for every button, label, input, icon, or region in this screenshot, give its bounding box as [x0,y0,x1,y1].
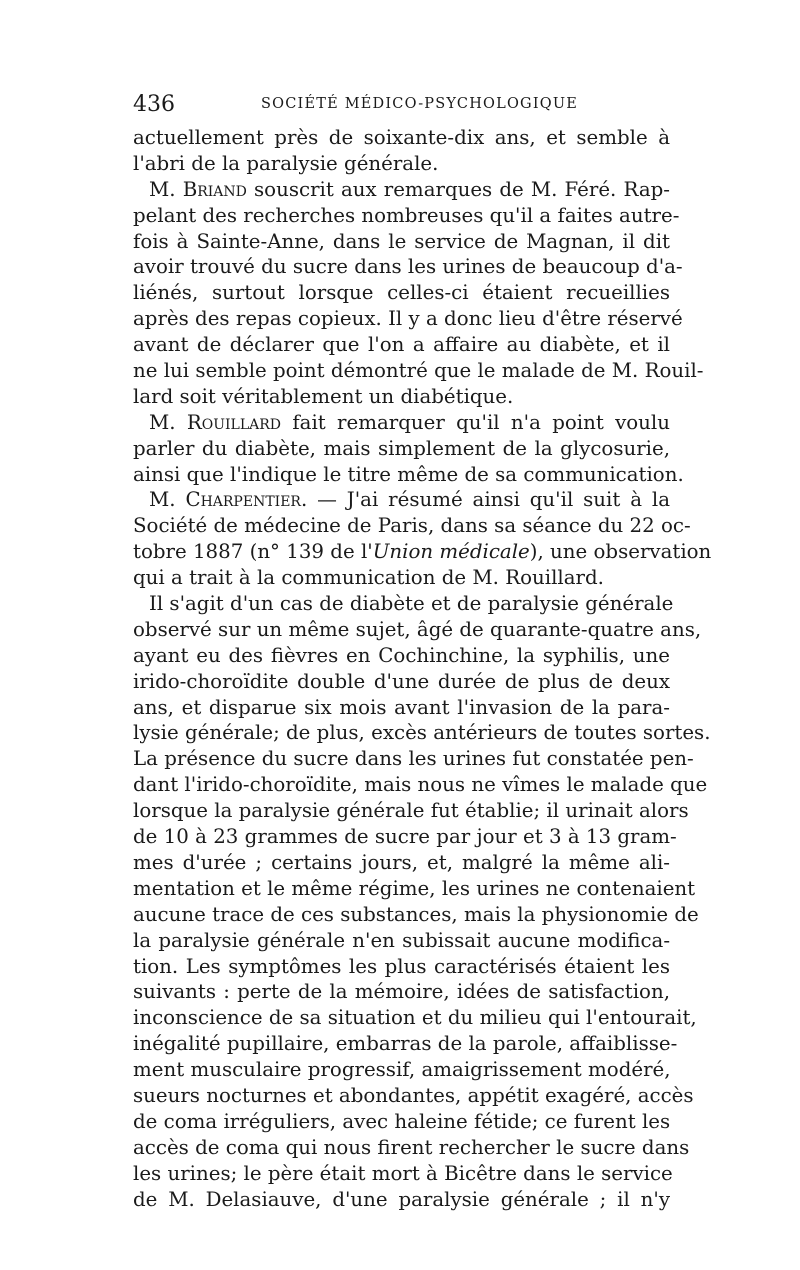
text-run: les urines; le père était mort à Bicêtre dans le service [133,1161,673,1185]
text-run: l'abri de la paralysie générale. [133,151,439,175]
text-line [133,462,684,488]
text-run: ment musculaire progressif, amaigrissement modéré, [133,1058,671,1082]
text-line [133,151,670,177]
text-run: observé sur un même sujet, âgé de quarante-quatre ans, [133,617,702,641]
text-run: Il s'agit d'un cas de diabète et de paralysie générale [149,592,674,616]
text-line [133,410,670,436]
text-line [133,1187,670,1213]
text-line [133,720,711,746]
text-run: aucune trace de ces substances, mais la physionomie de [133,902,699,926]
text-line [133,254,683,280]
text-run: irido-choroïdite double d'une durée de plus de deux [133,669,670,693]
text-run: liénés, surtout lorsque celles-ci étaient recueillies [133,281,670,305]
text-line [133,824,677,850]
text-run: lysie générale; de plus, excès antérieurs de toutes sortes. [133,721,711,745]
text-line [133,617,702,643]
text-run: fois à Sainte-Anne, dans le service de Magnan, il dit [133,229,670,253]
text-line [133,487,670,513]
text-line [133,125,670,151]
text-run: suivants : perte de la mémoire, idées de satisfaction, [133,980,670,1004]
text-run: avoir trouvé du sucre dans les urines de beaucoup d'a- [133,255,683,279]
text-run: actuellement près de soixante-dix ans, et semble à [133,126,670,149]
text-run: M. [149,410,187,434]
text-line [133,384,670,410]
text-line [133,565,670,591]
text-line [133,177,670,203]
text-line [133,695,670,721]
text-run: fait remarquer qu'il n'a point voulu [281,410,670,434]
text-run: lorsque la paralysie générale fut établie; il urinait alors [133,799,689,823]
text-run: avant de déclarer que l'on a affaire au diabète, et il [133,333,670,357]
text-run: pelant des recherches nombreuses qu'il a faites autre- [133,203,680,227]
text-run: la paralysie générale n'en subissait aucune modifica- [133,928,670,952]
text-line [133,954,670,980]
text-run: ayant eu des fièvres en Cochinchine, la syphilis, une [133,643,670,667]
text-run: ans, et disparue six mois avant l'invasion de la para- [133,695,670,719]
text-line [133,1031,678,1057]
text-line [133,1109,670,1135]
page-number: 436 [133,92,175,117]
text-run: de coma irréguliers, avec haleine fétide; ce furent les [133,1109,671,1133]
text-line [133,746,694,772]
text-run: Société de médecine de Paris, dans sa séance du 22 oc- [133,514,691,538]
text-line [133,1005,697,1031]
text-line [133,876,696,902]
text-run: . — J'ai résumé ainsi qu'il suit à la [300,488,670,512]
text-line [133,643,670,669]
speaker-name: Rouillard [186,410,282,434]
text-line [133,1083,694,1109]
text-line [133,850,670,876]
text-run: sueurs nocturnes et abondantes, appétit exagéré, accès [133,1083,694,1107]
running-title: SOCIÉTÉ MÉDICO-PSYCHOLOGIQUE [261,96,579,112]
text-run: ainsi que l'indique le titre même de sa communication. [133,462,684,486]
text-run: de M. Delasiauve, d'une paralysie générale ; il n'y [133,1187,670,1211]
text-line [133,591,674,617]
text-run: tion. Les symptômes les plus caractérisés étaient les [133,954,670,978]
text-run: qui a trait à la communication de M. Rouillard. [133,566,604,590]
text-run: M. [149,488,186,512]
text-line [133,332,670,358]
speaker-name: Charpentier [185,488,301,512]
text-run: mentation et le même régime, les urines ne contenaient [133,876,696,900]
text-run: dant l'irido-choroïdite, mais nous ne vîmes le malade que [133,773,708,797]
text-run: accès de coma qui nous firent rechercher le sucre dans [133,1135,690,1159]
text-line [133,203,680,229]
text-line [133,306,683,332]
text-run: M. [149,177,183,201]
text-run: de 10 à 23 grammes de sucre par jour et 3 à 13 gram- [133,825,677,849]
text-line [133,902,699,928]
speaker-name: Briand [182,177,247,201]
text-line [133,280,670,306]
text-line [133,1135,690,1161]
text-line [133,539,712,565]
text-run: souscrit aux remarques de M. Féré. Rap- [246,177,670,201]
text-run: parler du diabète, mais simplement de la glycosurie, [133,436,670,460]
text-run: La présence du sucre dans les urines fut constatée pen- [133,747,694,771]
journal-title: Union médicale [372,540,530,564]
text-run: inconscience de sa situation et du milieu qui l'entourait, [133,1006,697,1030]
text-run: tobre 1887 (n° 139 de l' [133,540,373,564]
text-run: ), une observation [529,540,712,564]
text-line [133,1161,673,1187]
text-line [133,1057,670,1083]
text-line [133,358,704,384]
text-line [133,928,670,954]
text-line [133,436,670,462]
text-run: mes d'urée ; certains jours, et, malgré la même ali- [133,850,670,874]
text-run: après des repas copieux. Il y a donc lieu d'être réservé [133,307,683,331]
text-line [133,979,670,1005]
text-line [133,513,691,539]
text-line [133,798,689,824]
text-run: ne lui semble point démontré que le malade de M. Rouil- [133,359,704,383]
text-run: inégalité pupillaire, embarras de la parole, affaiblisse- [133,1032,678,1056]
text-line [133,772,708,798]
body-text [133,125,712,1212]
text-run: lard soit véritablement un diabétique. [133,384,514,408]
text-line [133,229,670,255]
text-line [133,669,670,695]
running-header [133,92,669,122]
